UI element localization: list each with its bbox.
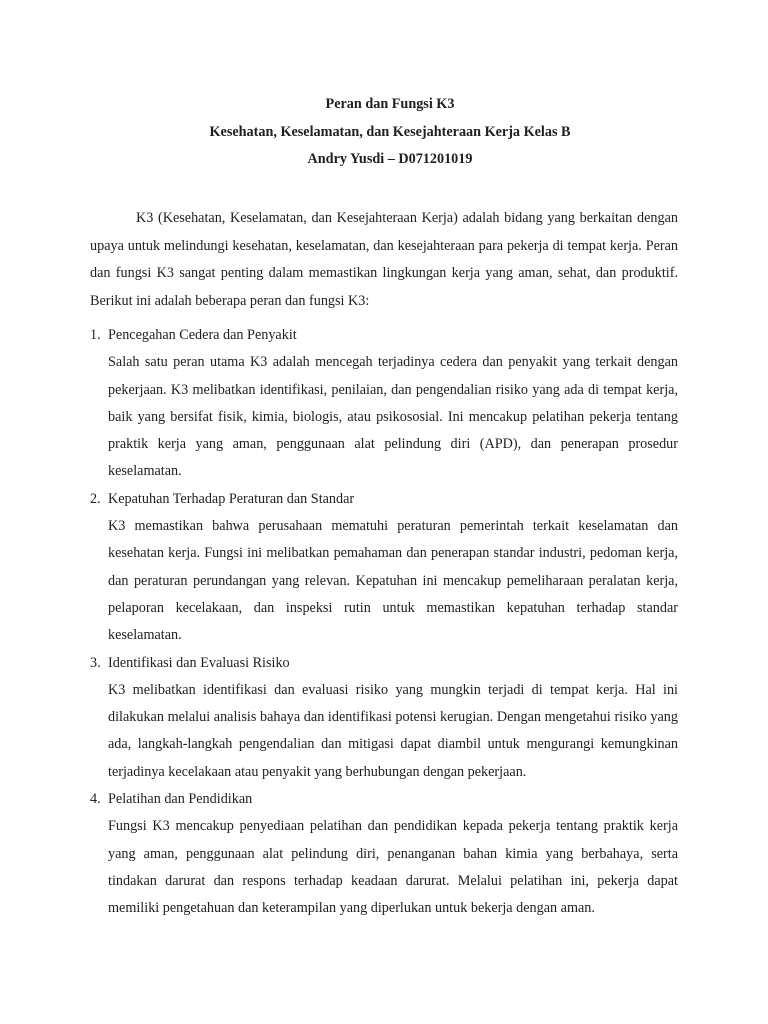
numbered-list	[90, 322, 678, 923]
list-item-body: K3 melibatkan identifikasi dan evaluasi risiko yang mungkin terjadi di tempat kerja. Hal ini dilakukan melalui analisis bahaya dan identifikasi potensi kerugian. Dengan mengetahui risiko yang ada, langkah-langkah pengendalian dan mitigasi dapat diambil untuk mengurangi kemungkinan terjadinya kecelakaan atau penyakit yang berhubungan dengan pekerjaan.	[108, 681, 678, 780]
intro-paragraph: K3 (Kesehatan, Keselamatan, dan Kesejahteraan Kerja) adalah bidang yang berkaitan dengan upaya untuk melindungi kesehatan, keselamatan, dan kesejahteraan para pekerja di tempat kerja. Peran dan fungsi K3 sangat penting dalam memastikan lingkungan kerja yang aman, sehat, dan produktif. Berikut ini adalah beberapa peran dan fungsi K3:	[90, 210, 678, 309]
list-item-number: 3.	[90, 654, 101, 671]
list-item-body: Fungsi K3 mencakup penyediaan pelatihan dan pendidikan kepada pekerja tentang praktik kerja yang aman, penggunaan alat pelindung diri, penanganan bahan kimia yang berbahaya, serta tindakan darurat dan respons terhadap keadaan darurat. Melalui pelatihan ini, pekerja dapat memiliki pengetahuan dan keterampilan yang diperlukan untuk bekerja dengan aman.	[108, 818, 678, 917]
list-item	[90, 786, 678, 922]
list-item-number: 4.	[90, 791, 101, 808]
list-item	[90, 322, 678, 486]
list-item-title: Identifikasi dan Evaluasi Risiko	[108, 654, 290, 671]
list-item-title: Kepatuhan Terhadap Peraturan dan Standar	[108, 490, 355, 507]
list-item	[90, 650, 678, 786]
list-item	[90, 486, 678, 650]
document-subtitle: Kesehatan, Keselamatan, dan Kesejahteraan Kerja Kelas B	[209, 123, 571, 140]
list-item-number: 1.	[90, 327, 101, 343]
list-item-number: 2.	[90, 490, 101, 507]
document-header	[0, 91, 768, 174]
list-item-body: Salah satu peran utama K3 adalah mencegah terjadinya cedera dan penyakit yang terkait dengan pekerjaan. K3 melibatkan identifikasi, penilaian, dan pengendalian risiko yang ada di tempat kerja, baik yang bersifat fisik, kimia, biologis, atau psikososial. Ini mencakup pelatihan pekerja tentang praktik kerja yang aman, penggunaan alat pelindung diri (APD), dan penerapan prosedur keselamatan.	[108, 354, 678, 480]
list-item-title: Pencegahan Cedera dan Penyakit	[108, 327, 297, 343]
document-author: Andry Yusdi – D071201019	[307, 151, 473, 167]
list-item-title: Pelatihan dan Pendidikan	[108, 791, 253, 808]
list-item-body: K3 memastikan bahwa perusahaan mematuhi peraturan pemerintah terkait keselamatan dan kesehatan kerja. Fungsi ini melibatkan pemahaman dan penerapan standar industri, pedoman kerja, dan peraturan perundangan yang relevan. Kepatuhan ini mencakup pemeliharaan peralatan kerja, pelaporan kecelakaan, dan inspeksi rutin untuk memastikan kepatuhan terhadap standar keselamatan.	[108, 518, 678, 644]
document-title: Peran dan Fungsi K3	[325, 96, 455, 112]
